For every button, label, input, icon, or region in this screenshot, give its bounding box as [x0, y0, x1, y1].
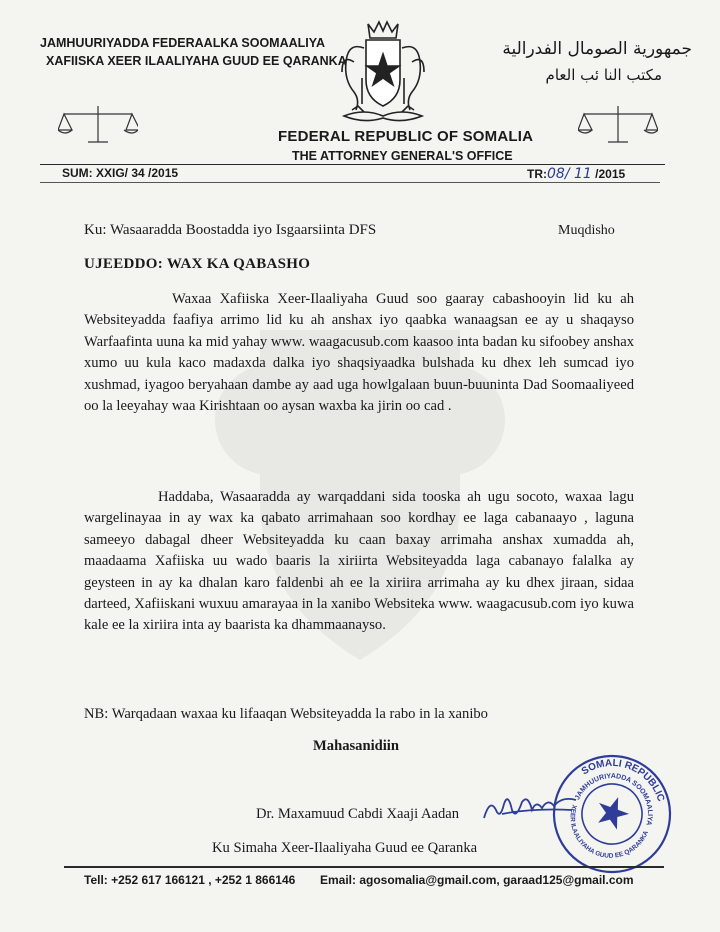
- body-paragraph-2: Haddaba, Wasaaradda ay warqaddani sida tooska ah ugu socoto, waxaa lagu wargelinayaa in ay wax ka qabato arrimahaan soo kordhay ee laga cabanaayo , laguna sameeyo dabagal dheer Websiteyadda ku caan baxay arrimaha anshax xumadda ah, maadaama Xafiiska uu wado baaris la xiriirta Websiteyadda laga cabanayo falalka ay geysteen in ay ka dhalan karo faldenbi ah ee la xiriira arrimaha ay ku dhex jiraan, sidaa darteed, Xafiiskani wuxuu amarayaa in la xanibo Websiteka www. waagacusub.com iyo kuwa kale ee la xiriira inta ay baarista ka dhammaanayso.: [84, 489, 634, 634]
- letterhead-subtitle: THE ATTORNEY GENERAL'S OFFICE: [292, 149, 513, 163]
- footer-email: Email: agosomalia@gmail.com, garaad125@gmail.com: [319, 873, 634, 887]
- svg-text:XEER ILAALIYAHA GUUD EE QARANK: [557, 803, 651, 872]
- closing: Mahasanidiin: [313, 738, 399, 754]
- footer-divider: [64, 866, 664, 868]
- signatory-title: Ku Simaha Xeer-Ilaaliyaha Guud ee Qaranka: [212, 840, 478, 856]
- letterhead-title: FEDERAL REPUBLIC OF SOMALIA: [278, 128, 534, 145]
- footer-phone: Tell: +252 617 166121 , +252 1 866146: [84, 873, 296, 887]
- reference-number: SUM: XXIG/ 34 /2015: [62, 166, 179, 180]
- scales-of-justice-icon: [58, 104, 138, 148]
- reference-divider: [40, 182, 660, 183]
- subject: UJEEDDO: WAX KA QABASHO: [84, 256, 311, 272]
- stamp-inner-text: JAMHUURIYADDA SOOMAALIYA: [574, 772, 654, 827]
- city: Muqdisho: [558, 223, 615, 238]
- nota-bene: NB: Warqadaan waxaa ku lifaaqan Websiteyadda la rabo in la xanibo: [84, 706, 488, 722]
- letterhead-right-line1: جمهورية الصومال الفدرالية: [502, 39, 692, 59]
- scales-of-justice-icon: [578, 104, 658, 148]
- letterhead-right-line2: مكتب النا ئب العام: [545, 66, 662, 84]
- letterhead-left-line2: XAFIISKA XEER ILAALIYAHA GUUD EE QARANKA: [46, 54, 347, 68]
- recipient: Ku: Wasaaradda Boostadda iyo Isgaarsiinta DFS: [84, 222, 377, 238]
- letterhead-somali: [40, 34, 347, 70]
- date-suffix: /2015: [591, 167, 626, 181]
- reference-date: [527, 166, 625, 182]
- footer-contact: [84, 873, 634, 887]
- letterhead-arabic: [502, 36, 692, 88]
- stamp-bottom-text: XEER ILAALIYAHA GUUD EE QARANKA: [568, 803, 651, 860]
- somalia-coat-of-arms-icon: [334, 18, 432, 128]
- body-paragraph-1: Waxaa Xafiiska Xeer-Ilaaliyaha Guud soo gaaray cabashooyin lid ku ah Websiteyadda faafiya arrimo lid ku ah anshax iyo qaabka wanaagsan ee ay u shaqayso Warfaafinta uuna ka mid yahay www. waagacusub.com kaasoo inta badan ku sifoobey anshax xumo uu kula kaco madaxda dalka iyo shaqsiyaadka bulshada ku dhex leh sumcad iyo xushmad, iyagoo beryahaan dambe ay aad uga howlgalaan buun-buuninta Dad Soomaaliyeed oo la leeyahay waa Kirishtaan oo aysan waxba ka jirin oo cad .: [84, 291, 634, 415]
- signatory-name: Dr. Maxamuud Cabdi Xaaji Aadan: [256, 806, 460, 822]
- official-stamp-icon: [550, 752, 674, 876]
- date-handwritten: 08/ 11: [547, 166, 592, 182]
- date-prefix: TR:: [527, 167, 547, 181]
- stamp-outer-text: SOMALI REPUBLIC: [579, 757, 667, 803]
- header-divider: [40, 164, 665, 165]
- letterhead-left-line1: JAMHUURIYADDA FEDERAALKA SOOMAALIYA: [40, 36, 325, 50]
